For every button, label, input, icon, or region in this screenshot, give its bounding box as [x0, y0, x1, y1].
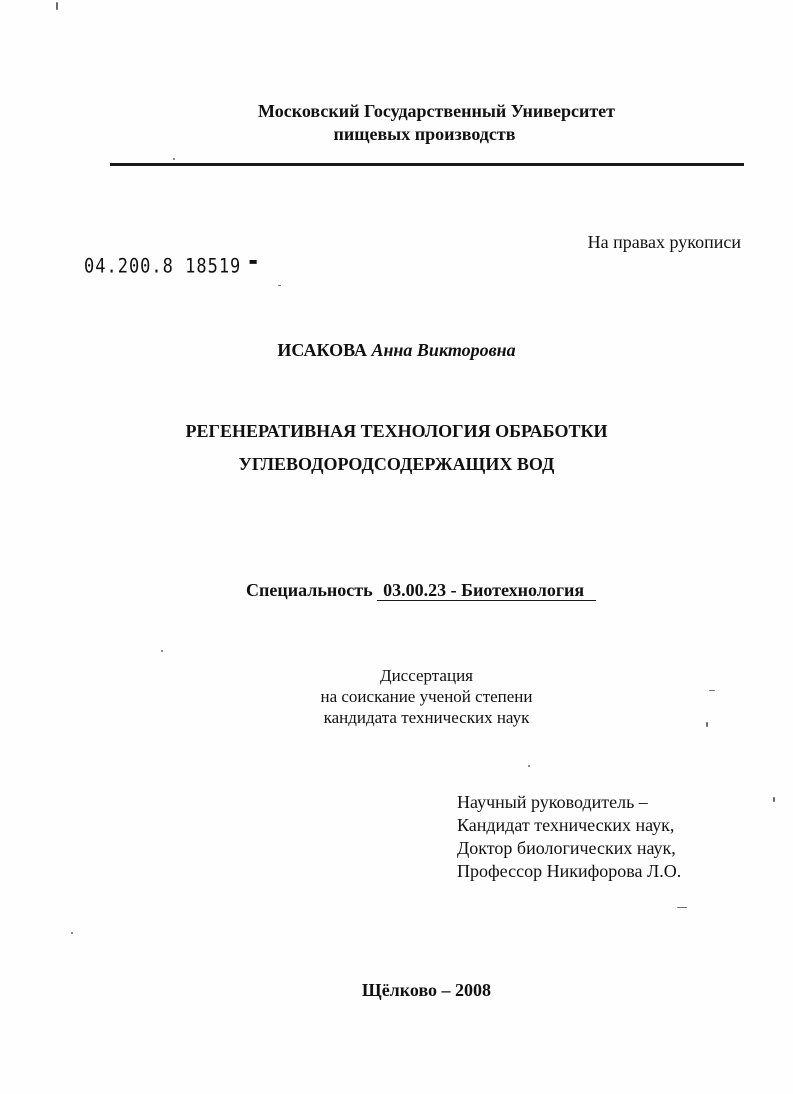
dissertation-title-line-2: УГЛЕВОДОРОДСОДЕРЖАЩИХ ВОД — [238, 454, 555, 474]
author-name — [0, 340, 793, 361]
dissertation-type: Диссертация — [379, 666, 473, 685]
specialty-line — [246, 580, 596, 601]
dissertation-purpose: на соискание ученой степени — [320, 687, 533, 706]
dissertation-title-line-1: РЕГЕНЕРАТИВНАЯ ТЕХНОЛОГИЯ ОБРАБОТКИ — [185, 421, 608, 441]
dissertation-degree: кандидата технических наук — [323, 708, 530, 727]
specialty-label: Специальность — [246, 580, 373, 600]
registration-stamp-number: 04.200.8 18519 ▬ — [84, 253, 258, 279]
scan-speck — [278, 285, 281, 286]
scan-speck — [709, 690, 715, 691]
supervisor-name: Профессор Никифорова Л.О. — [457, 861, 682, 881]
supervisor-heading: Научный руководитель – — [457, 792, 648, 812]
author-given-names: Анна Викторовна — [371, 340, 516, 360]
scan-speck — [161, 650, 163, 652]
supervisor-degree-2: Доктор биологических наук, — [457, 838, 676, 858]
university-name-continued: пищевых производств — [333, 124, 516, 144]
scan-speck — [706, 722, 708, 727]
supervisor-degree-1: Кандидат технических наук, — [457, 815, 675, 835]
specialty-value: 03.00.23 - Биотехнология — [377, 580, 596, 601]
scan-speck — [773, 797, 775, 802]
scan-speck — [56, 2, 58, 10]
city-year: Щёлково – 2008 — [361, 980, 492, 1000]
author-surname: ИСАКОВА — [277, 340, 367, 360]
scan-speck — [173, 158, 175, 160]
scan-speck — [528, 765, 530, 767]
stamp-mark: ▬ — [241, 253, 258, 270]
scan-speck — [71, 932, 73, 934]
manuscript-rights-note: На правах рукописи — [587, 232, 741, 252]
scan-speck — [677, 907, 687, 908]
university-name: Московский Государственный Университет — [257, 101, 615, 121]
header-divider — [110, 163, 744, 166]
